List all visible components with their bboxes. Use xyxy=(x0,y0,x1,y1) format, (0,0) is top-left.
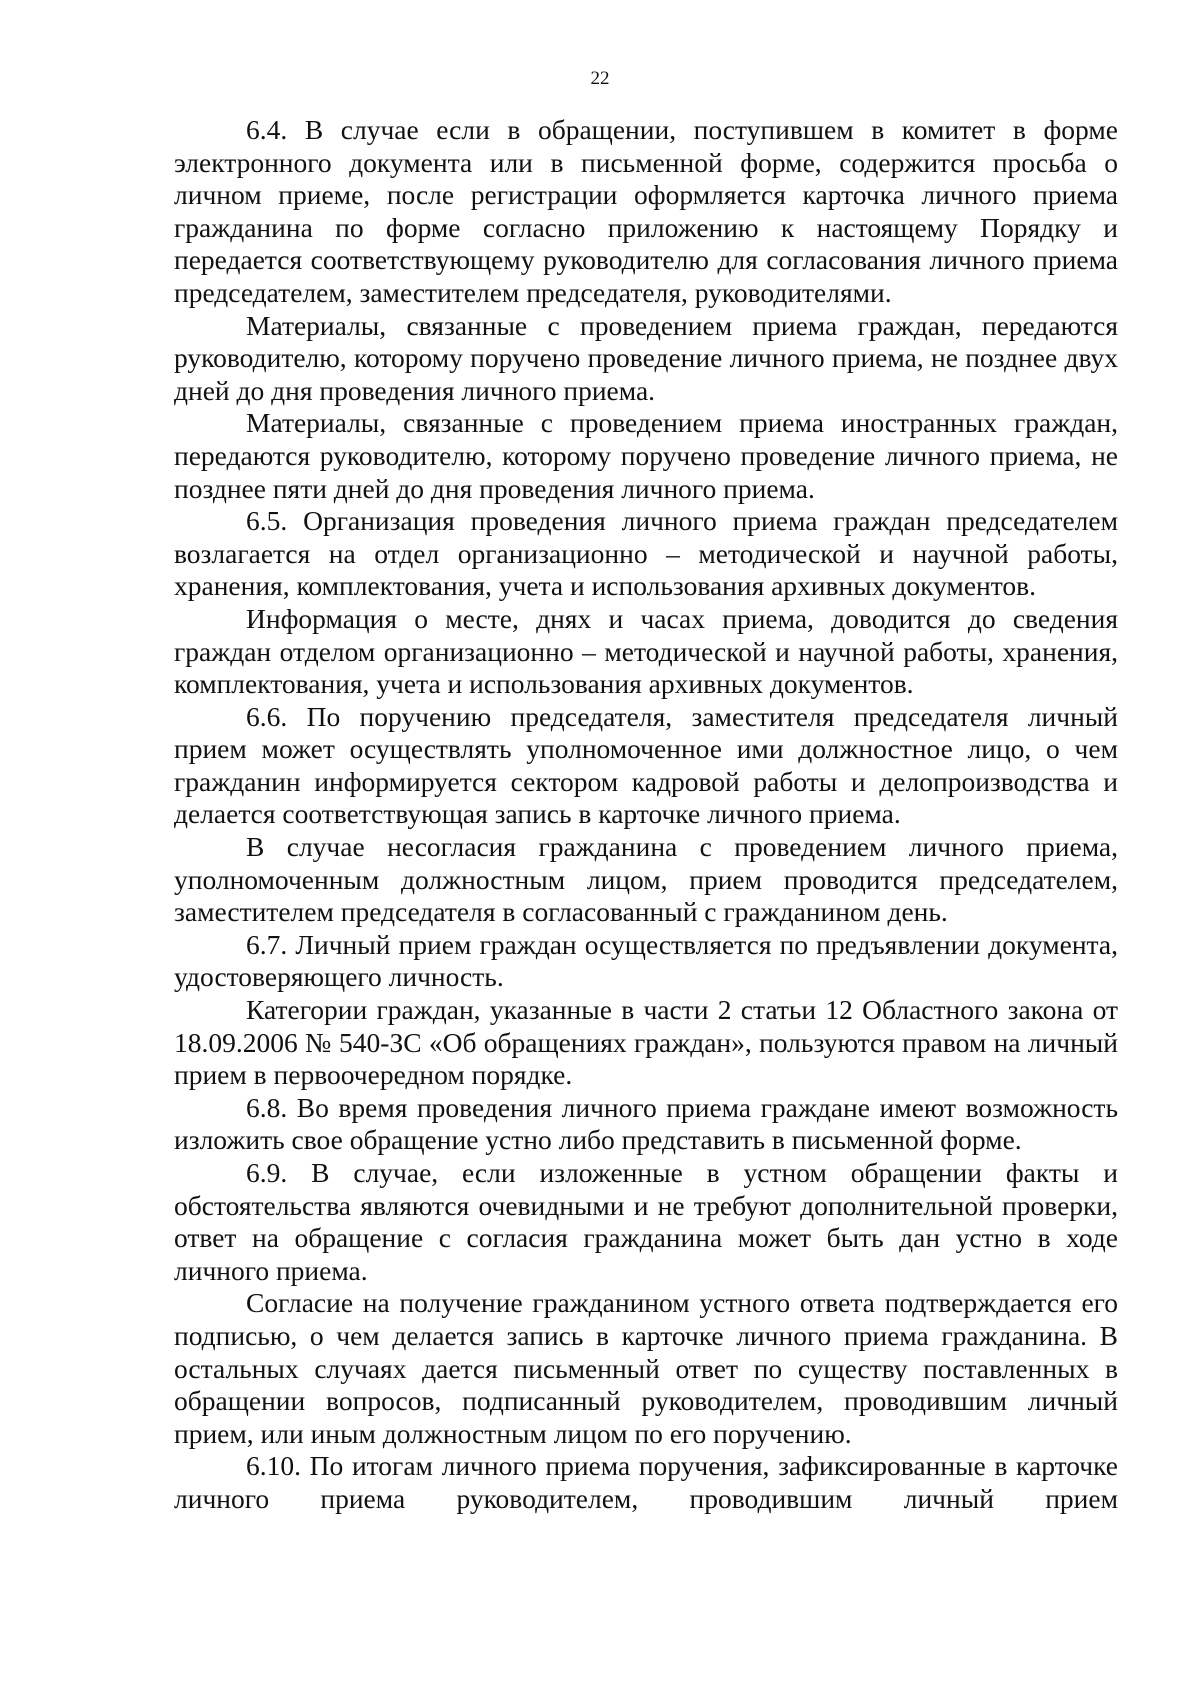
paragraph-6-7: 6.7. Личный прием граждан осуществляется по предъявлении документа, удостоверяющего личность. xyxy=(174,928,1118,993)
page-number: 22 xyxy=(590,68,610,89)
paragraph-6-4: 6.4. В случае если в обращении, поступившем в комитет в форме электронного документа или в письменной форме, содержится просьба о личном приеме, после регистрации оформляется карточка личного приема гражданина по форме согласно приложению к настоящему Порядку и передается соответствующему руководителю для согласования личного приема председателем, заместителем председателя, руководителями. xyxy=(174,114,1118,308)
paragraph-6-8: 6.8. Во время проведения личного приема граждане имеют возможность изложить свое обращение устно либо представить в письменной форме. xyxy=(174,1091,1118,1156)
document-body xyxy=(174,114,1118,1516)
paragraph-reception-info: Информация о месте, днях и часах приема, доводится до сведения граждан отделом организационно – методической и научной работы, хранения, комплектования, учета и использования архивных документов. xyxy=(174,602,1118,700)
paragraph-6-5: 6.5. Организация проведения личного приема граждан председателем возлагается на отдел организационно – методической и научной работы, хранения, комплектования, учета и использования архивных документов. xyxy=(174,505,1118,602)
paragraph-priority-categories: Категории граждан, указанные в части 2 статьи 12 Областного закона от 18.09.2006 № 540-ЗС «Об обращениях граждан», пользуются правом на личный прием в первоочередном порядке. xyxy=(174,994,1118,1091)
paragraph-6-6: 6.6. По поручению председателя, заместителя председателя личный прием может осуществлять уполномоченное ими должностное лицо, о чем гражданин информируется сектором кадровой работы и делопроизводства и делается соответствующая запись в карточке личного приема. xyxy=(174,700,1118,830)
paragraph-6-10: 6.10. По итогам личного приема поручения, зафиксированные в карточке личного приема руководителем, проводившим личный прием xyxy=(174,1450,1118,1514)
paragraph-materials-transfer: Материалы, связанные с проведением приема граждан, передаются руководителю, которому поручено проведение личного приема, не позднее двух дней до дня проведения личного приема. xyxy=(174,309,1118,406)
paragraph-disagreement: В случае несогласия гражданина с проведением личного приема, уполномоченным должностным лицом, прием проводится председателем, заместителем председателя в согласованный с гражданином день. xyxy=(174,831,1118,928)
paragraph-materials-foreign: Материалы, связанные с проведением приема иностранных граждан, передаются руководителю, которому поручено проведение личного приема, не позднее пяти дней до дня проведения личного приема. xyxy=(174,407,1118,504)
paragraph-6-9: 6.9. В случае, если изложенные в устном обращении факты и обстоятельства являются очевидными и не требуют дополнительной проверки, ответ на обращение с согласия гражданина может быть дан устно в ходе личного приема. xyxy=(174,1157,1118,1286)
paragraph-oral-answer-consent: Согласие на получение гражданином устного ответа подтверждается его подписью, о чем делается запись в карточке личного приема гражданина. В остальных случаях дается письменный ответ по существу поставленных в обращении вопросов, подписанный руководителем, проводившим личный прием, или иным должностным лицом по его поручению. xyxy=(174,1287,1118,1449)
